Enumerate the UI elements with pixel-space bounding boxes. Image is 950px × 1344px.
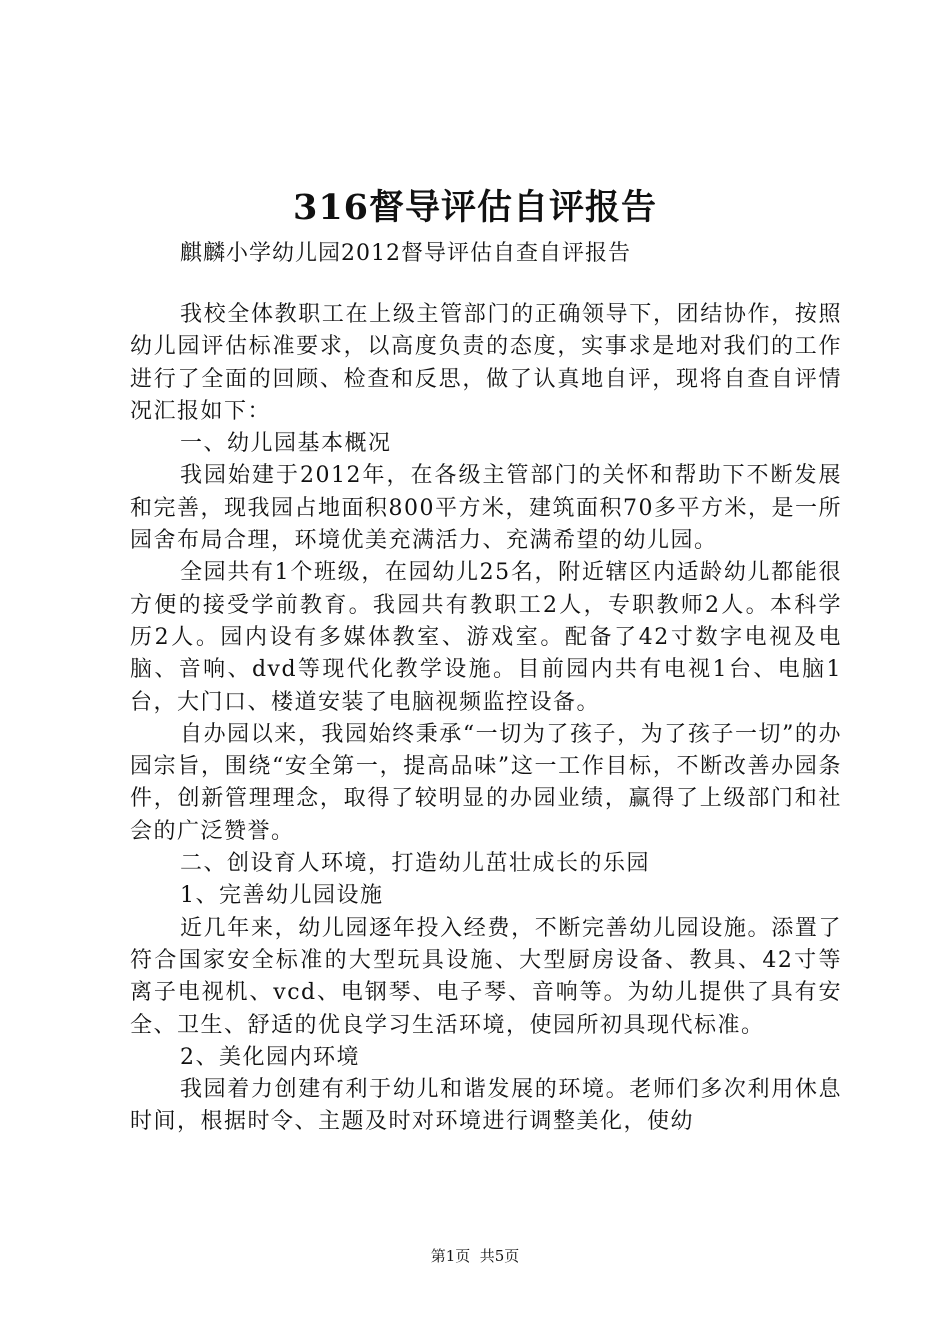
document-subtitle: 麒麟小学幼儿园2012督导评估自查自评报告 — [180, 241, 631, 266]
paragraph-mission: 自办园以来，我园始终秉承“一切为了孩子，为了孩子一切”的办园宗旨，围绕“安全第一，提高品味”这一工作目标，不断改善办园条件，创新管理理念，取得了较明显的办园业绩，赢得了上级部门和社会的广泛赞誉。 — [130, 721, 842, 844]
paragraph-overview: 我园始建于2012年，在各级主管部门的关怀和帮助下不断发展和完善，现我园占地面积800平方米，建筑面积70多平方米，是一所园舍布局合理，环境优美充满活力、充满希望的幼儿园。 — [130, 463, 842, 554]
section-heading-1: 一、幼儿园基本概况 — [180, 431, 392, 457]
subsection-heading-1: 1、完善幼儿园设施 — [180, 883, 384, 909]
subsection-heading-2: 2、美化园内环境 — [180, 1044, 360, 1070]
document-body — [130, 299, 842, 1139]
page-footer: 第1页 共5页 — [430, 1247, 520, 1265]
document-title: 316督导评估自评报告 — [292, 187, 658, 228]
section-heading-2: 二、创设育人环境，打造幼儿茁壮成长的乐园 — [180, 851, 651, 877]
paragraph-staff: 全园共有1个班级，在园幼儿25名，附近辖区内适龄幼儿都能很方便的接受学前教育。我园共有教职工2人，专职教师2人。本科学历2人。园内设有多媒体教室、游戏室。配备了42寸数字电视及电脑、音响、dvd等现代化教学设施。目前园内共有电视1台、电脑1台，大门口、楼道安装了电脑视频监控设备。 — [130, 560, 842, 715]
paragraph-environment: 我园着力创建有利于幼儿和谐发展的环境。老师们多次利用休息时间，根据时令、主题及时对环境进行调整美化，使幼 — [130, 1077, 842, 1135]
paragraph-intro: 我校全体教职工在上级主管部门的正确领导下，团结协作，按照幼儿园评估标准要求，以高度负责的态度，实事求是地对我们的工作进行了全面的回顾、检查和反思，做了认真地自评，现将自查自评情况汇报如下： — [130, 302, 842, 424]
paragraph-facilities: 近几年来，幼儿园逐年投入经费，不断完善幼儿园设施。添置了符合国家安全标准的大型玩具设施、大型厨房设备、教具、42寸等离子电视机、vcd、电钢琴、电子琴、音响等。为幼儿提供了具有安全、卫生、舒适的优良学习生活环境，使园所初具现代标准。 — [130, 915, 842, 1038]
